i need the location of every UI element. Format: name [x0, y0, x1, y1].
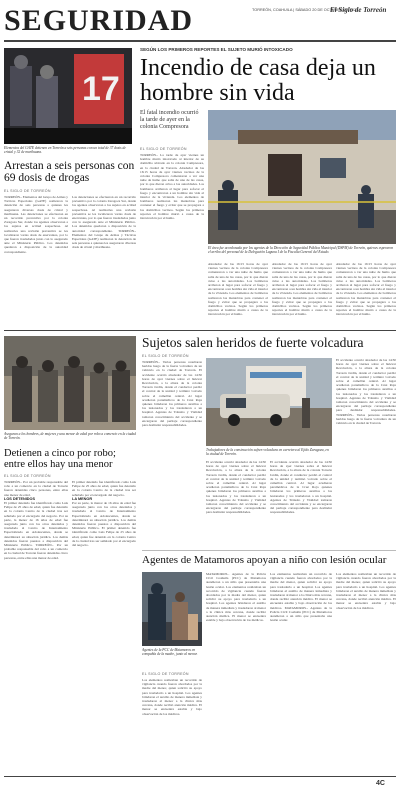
injured-photo: [206, 358, 332, 446]
agents-photo: [142, 572, 202, 646]
detained-photo: [4, 336, 136, 430]
arrest-headline: Arrestan a seis personas con 69 dosis de drogas: [4, 160, 135, 184]
fire-photo: [208, 110, 396, 244]
fire-photo-caption: El área fue acordonada por los agentes de la Dirección de Seguridad Pública Municipal (DSPM) de Torreón, quienes esperaron el arribo del personal de la Delegación Laguna I de la Fiscalía General del Estado.: [208, 246, 394, 255]
fire-summary: El fatal incendio ocurrió la tarde de ayer en la colonia Compresora: [140, 110, 199, 130]
injured-column-3: El accidente ocurrió alrededor de las 14:30 horas de ayer viernes sobre el bulevar Revolución, a la altura de la colonia Torreón Jardín, donde el conductor perdió el control de la unidad y terminó volcado sobre el camellón central. Al lugar acudieron paramédicos de la Cruz Roja quienes brindaron los primeros auxilios a los lesionados y los trasladaron a un hospital. Agentes de Tránsito y Vialidad tomaron conocimiento del accidente y se encargaron del peritaje correspondiente para deslindar responsabilidades.: [270, 460, 332, 515]
page-number: 4C: [376, 780, 385, 787]
arrest-byline: EL SIGLO DE TORREÓN: [4, 189, 51, 193]
detained-subhead-1: LOS DETENIDOS: [4, 496, 36, 501]
mid-rule: [4, 330, 396, 331]
section-title: SEGURIDAD: [4, 4, 194, 37]
agents-byline: EL SIGLO DE TORREÓN: [142, 672, 189, 676]
arrest-column-1: TORREÓN.- Elementos del Grupo de Armas y Tácticas Especiales (GATE) realizaron la detención de seis personas a quienes les aseguraron diversas dosis de cristal y marihuana. Las detenciones se efectuaron en un recorrido preventivo por la colonia Zaragoza Sur, donde los agentes observaron a los sujetos en actitud sospechosa. Al realizarles una revisión preventiva se les localizaron varias dosis de enervantes, por lo que fueron trasladados junto con lo asegurado ante el Ministerio Público. Los detenidos quedaron a disposición de la autoridad correspondiente.: [4, 195, 68, 254]
injured-column-4: El accidente ocurrió alrededor de las 14:30 horas de ayer viernes sobre el bulevar Revolución, a la altura de la colonia Torreón Jardín, donde el conductor perdió el control de la unidad y terminó volcado sobre el camellón central. Al lugar acudieron paramédicos de la Cruz Roja quienes brindaron los primeros auxilios a los lesionados y los trasladaron a un hospital. Agentes de Tránsito y Vialidad tomaron conocimiento del accidente y se encargaron del peritaje correspondiente para deslindar responsabilidades. TORREÓN.- Varias personas resultaron heridas luego de la fuerte volcadura de un vehículo en la ciudad de Torreón.: [336, 358, 396, 426]
arrest-photo: [4, 48, 132, 144]
fire-column-1: TORREÓN.- La tarde de ayer viernes un hombre murió intoxicado al interior de su domicilio ubicado en la colonia Compresora, en la ciudad de Torreón. Alrededor de las 16:15 horas de ayer viernes vecinos de la colonia Compresora comenzaron a ver una nube de humo que salía de una de las casas, por lo que dieron aviso a las autoridades. Los bomberos arribaron al lugar para sofocar el fuego y encontraron a un hombre sin vida al interior de la vivienda. Los elementos de bomberos realizaron las maniobras para contener el fuego y evitar que se propagara a los domicilios vecinos. Según los primeros reportes el hombre murió a causa de la intoxicación por el humo.: [140, 153, 204, 221]
fire-headline: Incendio de casa deja un hombre sin vida: [140, 55, 376, 106]
injured-column-1: TORREÓN.- Varias personas resultaron heridas luego de la fuerte volcadura de un vehículo en la ciudad de Torreón. El accidente ocurrió alrededor de las 14:30 horas de ayer viernes sobre el bulevar Revolución, a la altura de la colonia Torreón Jardín, donde el conductor perdió el control de la unidad y terminó volcado sobre el camellón central. Al lugar acudieron paramédicos de la Cruz Roja quienes brindaron los primeros auxilios a los lesionados y los trasladaron a un hospital. Agentes de Tránsito y Vialidad tomaron conocimiento del accidente y se encargaron del peritaje correspondiente para deslindar responsabilidades.: [142, 360, 202, 428]
detained-column-1: TORREÓN.- Por un probable responsable del robo a un comercio en la ciudad de Torreón fueron detenidas cinco personas, entre ellas una menor de edad. LOS DETENIDOS El primer detenido fue identificado como Luis Felipe de 25 años de edad, quien fue detenido en la colonia Centro de la ciudad tras ser señalado por el encargado del negocio. Por su parte, la menor de 16 años de edad fue asegurada junto con los otros detenidos y trasladada al Centro de Internamiento Especializado en Adolescentes, donde se determinará su situación jurídica. Los demás detenidos fueron puestos a disposición del Ministerio Público. TORREÓN.- Por un probable responsable del robo a un comercio en la ciudad de Torreón fueron detenidas cinco personas, entre ellas una menor de edad.: [4, 480, 68, 560]
detained-headline: Detienen a cinco por robo; entre ellos hay una menor: [4, 448, 116, 470]
detained-subhead-2: LA MENOR: [72, 496, 93, 501]
fire-column-2: Alrededor de las 16:15 horas de ayer viernes vecinos de la colonia Compresora comenzaron a ver una nube de humo que salía de una de las casas, por lo que dieron aviso a las autoridades. Los bomberos arribaron al lugar para sofocar el fuego y encontraron a un hombre sin vida al interior de la vivienda. Los elementos de bomberos realizaron las maniobras para contener el fuego y evitar que se propagara a los domicilios vecinos. Según los primeros reportes el hombre murió a causa de la intoxicación por el humo.: [208, 262, 268, 317]
detained-photo-caption: Aseguran a los hombres, de mujeres y una menor de edad por robo a comercio en la ciudad de Torreón.: [4, 432, 136, 441]
injured-column-2: El accidente ocurrió alrededor de las 14:30 horas de ayer viernes sobre el bulevar Revolución, a la altura de la colonia Torreón Jardín, donde el conductor perdió el control de la unidad y terminó volcado sobre el camellón central. Al lugar acudieron paramédicos de la Cruz Roja quienes brindaron los primeros auxilios a los lesionados y los trasladaron a un hospital. Agentes de Tránsito y Vialidad tomaron conocimiento del accidente y se encargaron del peritaje correspondiente para deslindar responsabilidades.: [206, 460, 266, 515]
agents-column-1: MATAMOROS.- Agentes de la Policía Civil Coahuila (PCC) de Matamoros atendieron a un niño que presentaba una lesión ocular. Los elementos realizaban un recorrido de vigilancia cuando fueron abordados por la madre del menor, quien solicitó su apoyo para trasladarlo a un hospital. Los agentes brindaron el auxilio de manera inmediata y trasladaron al menor a la clínica más cercana, donde recibió atención médica. El menor se encuentra estable y bajo observación de los médicos.: [206, 572, 266, 623]
injured-byline: EL SIGLO DE TORREÓN: [142, 354, 189, 358]
fire-column-4: Alrededor de las 16:15 horas de ayer viernes vecinos de la colonia Compresora comenzaron a ver una nube de humo que salía de una de las casas, por lo que dieron aviso a las autoridades. Los bomberos arribaron al lugar para sofocar el fuego y encontraron a un hombre sin vida al interior de la vivienda. Los elementos de bomberos realizaron las maniobras para contener el fuego y evitar que se propagara a los domicilios vecinos. Según los primeros reportes el hombre murió a causa de la intoxicación por el humo.: [336, 262, 396, 317]
agents-headline: Agentes de Matamoros apoyan a niño con lesión ocular: [142, 554, 387, 566]
injured-headline: Sujetos salen heridos de fuerte volcadura: [142, 335, 364, 350]
agents-column-3: Los elementos realizaban un recorrido de vigilancia cuando fueron abordados por la madre del menor, quien solicitó su apoyo para trasladarlo a un hospital. Los agentes brindaron el auxilio de manera inmediata y trasladaron al menor a la clínica más cercana, donde recibió atención médica. El menor se encuentra estable y bajo observación de los médicos.: [336, 572, 396, 610]
footer-rule: [4, 776, 396, 777]
arrest-photo-caption: Elementos del GATE detienen en Torreón a seis personas con un total de 37 dosis de cristal y 32 de marihuana.: [4, 146, 126, 155]
fire-kicker: SEGÚN LOS PRIMEROS REPORTES EL SUJETO MURIÓ INTOXICADO: [140, 47, 293, 52]
agents-rule: [142, 550, 396, 551]
arrest-column-2: Las detenciones se efectuaron en un recorrido preventivo por la colonia Zaragoza Sur, donde los agentes observaron a los sujetos en actitud sospechosa. Al realizarles una revisión preventiva se les localizaron varias dosis de enervantes, por lo que fueron trasladados junto con lo asegurado ante el Ministerio Público. Los detenidos quedaron a disposición de la autoridad correspondiente. TORREÓN.- Elementos del Grupo de Armas y Tácticas Especiales (GATE) realizaron la detención de seis personas a quienes les aseguraron diversas dosis de cristal y marihuana.: [72, 195, 136, 250]
fire-column-3: Alrededor de las 16:15 horas de ayer viernes vecinos de la colonia Compresora comenzaron a ver una nube de humo que salía de una de las casas, por lo que dieron aviso a las autoridades. Los bomberos arribaron al lugar para sofocar el fuego y encontraron a un hombre sin vida al interior de la vivienda. Los elementos de bomberos realizaron las maniobras para contener el fuego y evitar que se propagara a los domicilios vecinos. Según los primeros reportes el hombre murió a causa de la intoxicación por el humo.: [272, 262, 332, 317]
detained-column-2: El primer detenido fue identificado como Luis Felipe de 25 años de edad, quien fue detenido en la colonia Centro de la ciudad tras ser señalado por el encargado del negocio. LA MENOR Por su parte, la menor de 16 años de edad fue asegurada junto con los otros detenidos y trasladada al Centro de Internamiento Especializado en Adolescentes, donde se determinará su situación jurídica. Los demás detenidos fueron puestos a disposición del Ministerio Público. El primer detenido fue identificado como Luis Felipe de 25 años de edad, quien fue detenido en la colonia Centro de la ciudad tras ser señalado por el encargado del negocio.: [72, 480, 136, 548]
fire-byline: EL SIGLO DE TORREÓN: [140, 147, 187, 151]
newspaper-logo: El Siglo de Torreón: [330, 6, 387, 14]
detained-byline: EL SIGLO DE TORREÓN: [4, 474, 51, 478]
svg-text:17: 17: [82, 70, 120, 108]
agents-photo-caption: Agentes de la PCC de Matamoros en compañía de la madre, junto al menor.: [142, 648, 198, 657]
agents-column-0: Los elementos realizaban un recorrido de vigilancia cuando fueron abordados por la madre del menor, quien solicitó su apoyo para trasladarlo a un hospital. Los agentes brindaron el auxilio de manera inmediata y trasladaron al menor a la clínica más cercana, donde recibió atención médica. El menor se encuentra estable y bajo observación de los médicos.: [142, 678, 202, 716]
agents-column-2: Los elementos realizaban un recorrido de vigilancia cuando fueron abordados por la madre del menor, quien solicitó su apoyo para trasladarlo a un hospital. Los agentes brindaron el auxilio de manera inmediata y trasladaron al menor a la clínica más cercana, donde recibió atención médica. El menor se encuentra estable y bajo observación de los médicos. MATAMOROS.- Agentes de la Policía Civil Coahuila (PCC) de Matamoros atendieron a un niño que presentaba una lesión ocular.: [270, 572, 332, 623]
header-rule: [4, 40, 396, 42]
injured-photo-caption: Trabajadores de la construcción sufren volcadura en carretera al Ejido Zaragoza, en la ciudad de Torreón.: [206, 448, 329, 457]
location-date: TORREÓN, COAHUILA | SÁBADO 20 DE OCTUBRE DE 2024: [252, 8, 359, 12]
